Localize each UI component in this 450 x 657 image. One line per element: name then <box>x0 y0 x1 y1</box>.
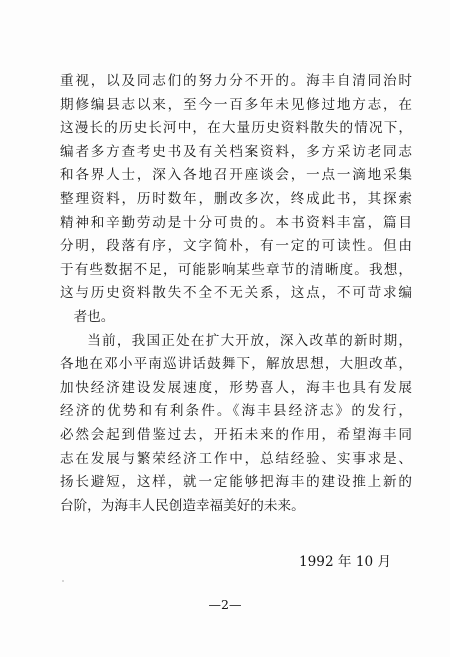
text-line: 整理资料，历时数年，删改多次，终成此书，其探索 <box>60 190 412 207</box>
text-line: 志在发展与繁荣经济工作中，总结经验、实事求是、 <box>60 450 412 467</box>
text-line: 扬长避短，这样，就一定能够把海丰的建设推上新的 <box>60 474 412 491</box>
text-line: 精神和辛勤劳动是十分可贵的。本书资料丰富，篇目 <box>60 214 412 231</box>
text-line: 期修编县志以来，至今一百多年未见修过地方志，在 <box>60 96 412 113</box>
signature-date: 1992 年 10 月 <box>299 554 392 570</box>
text-line: 重视，以及同志们的努力分不开的。海丰自清同治时 <box>60 73 412 89</box>
text-line: 台阶，为海丰人民创造幸福美好的未来。 <box>60 497 305 514</box>
body-text <box>60 70 412 518</box>
text-line: 于有些数据不足，可能影响某些章节的清晰度。我想， <box>60 261 412 278</box>
text-line: 编者多方查考史书及有关档案资料，多方采访老同志 <box>60 143 412 160</box>
text-line: 经济的优势和有利条件。《海丰县经济志》的发行， <box>60 403 412 420</box>
text-line: 各地在邓小平南巡讲话鼓舞下，解放思想，大胆改革， <box>60 356 412 373</box>
text-line: 者也。 <box>73 308 115 325</box>
text-line: 这漫长的历史长河中，在大量历史资料散失的情况下， <box>60 120 412 137</box>
text-line: 加快经济建设发展速度，形势喜人，海丰也具有发展 <box>60 379 412 396</box>
text-line: 当前，我国正处在扩大开放，深入改革的新时期， <box>87 332 412 349</box>
page-number: —2— <box>208 597 242 612</box>
text-line: 分明，段落有序，文字简朴，有一定的可读性。但由 <box>60 238 412 255</box>
text-line: 和各界人士，深入各地召开座谈会，一点一滴地采集 <box>60 167 412 184</box>
scan-speck <box>62 580 64 582</box>
text-line: 这与历史资料散失不全不无关系，这点，不可苛求编 <box>60 285 412 302</box>
text-line: 必然会起到借鉴过去，开拓未来的作用，希望海丰同 <box>60 426 412 443</box>
